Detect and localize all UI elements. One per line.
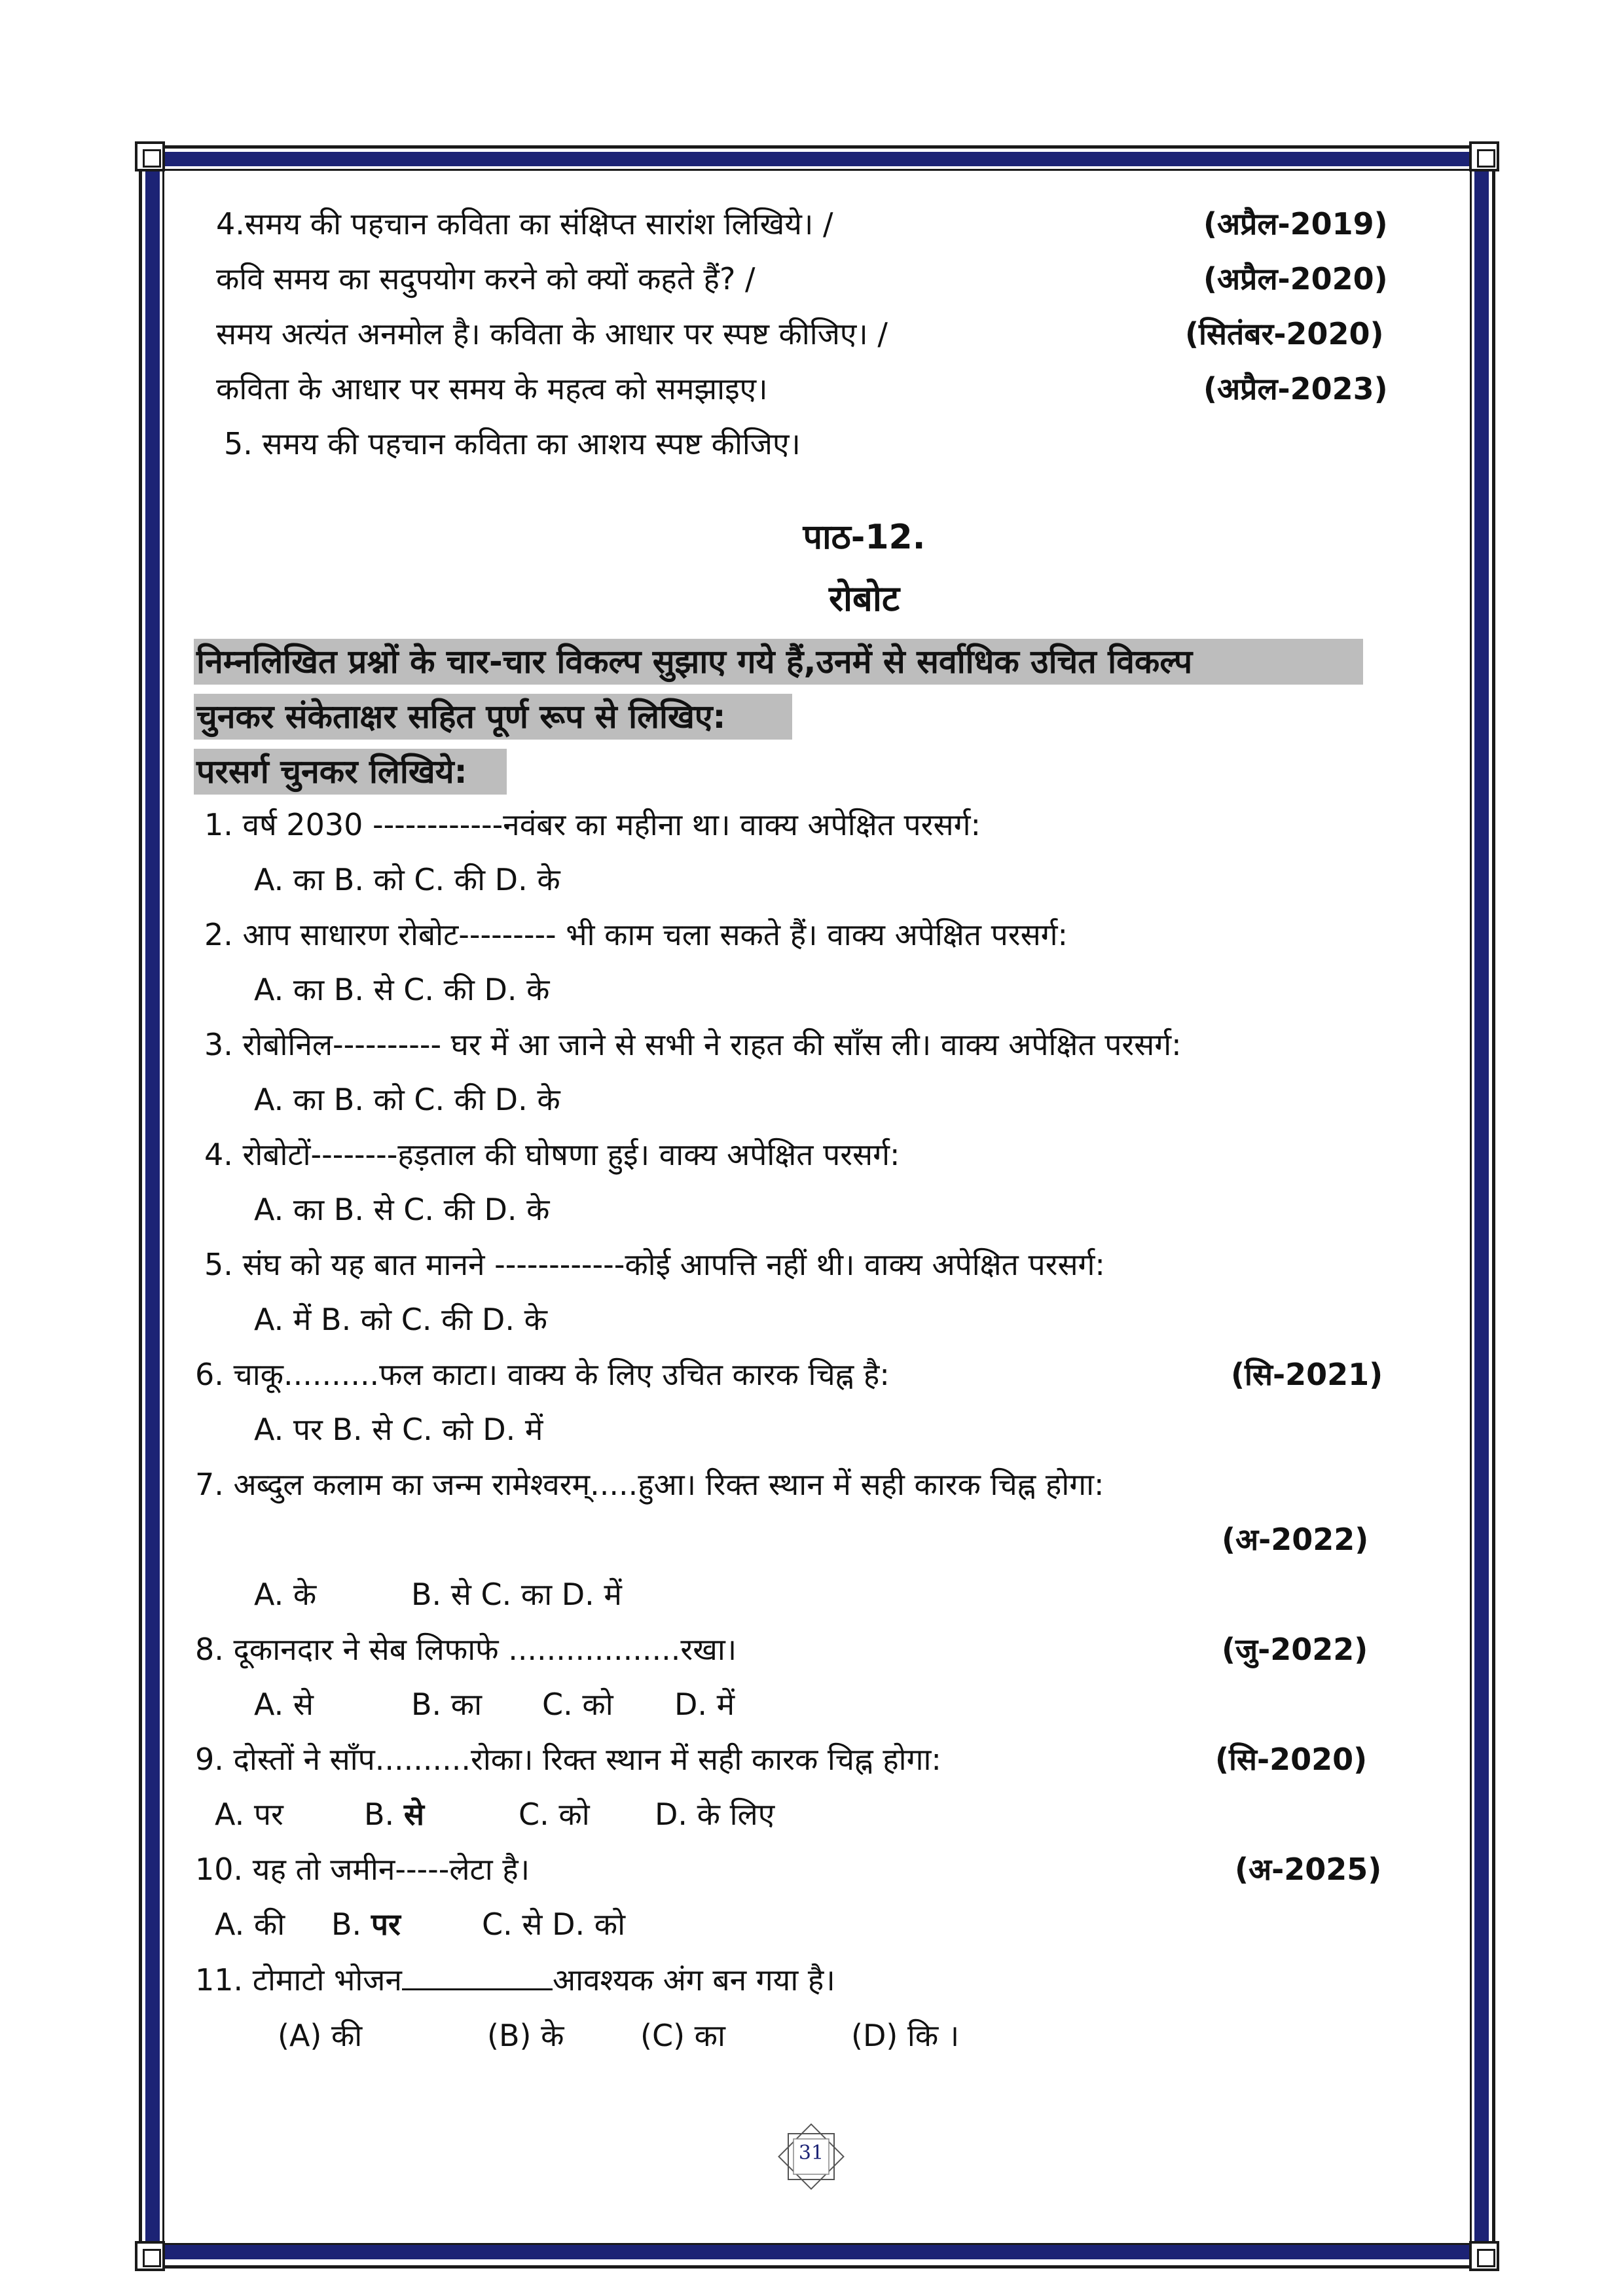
question-4-options: A. का B. से C. की D. के <box>254 1192 550 1227</box>
question-5-options: A. में B. को C. की D. के <box>254 1302 547 1337</box>
question-7: 7. अब्दुल कलाम का जन्म रामेश्वरम्.....हुआ। रिक्त स्थान में सही कारक चिह्न होगा: <box>195 1467 1104 1502</box>
question-3: 3. रोबोनिल---------- घर में आ जाने से सभी ने राहत की साँस ली। वाक्य अपेक्षित परसर्ग: <box>204 1027 1182 1062</box>
question-3-options: A. का B. को C. की D. के <box>254 1082 560 1117</box>
q4-line-1: 4.समय की पहचान कविता का संक्षिप्त सारांश लिखिये। / <box>216 206 833 242</box>
question-9-option-b <box>364 1795 424 1834</box>
question-9-option-a: A. पर <box>215 1797 283 1832</box>
question-8-option-b: B. का <box>411 1687 483 1722</box>
question-8-tag: (जु-2022) <box>1222 1632 1368 1667</box>
question-9-option-c: C. को <box>519 1797 590 1832</box>
page-number: 31 <box>798 2142 824 2164</box>
lesson-number: पाठ-12. <box>803 518 926 557</box>
q4-line-2: कवि समय का सदुपयोग करने को क्यों कहते हैं? / <box>216 261 756 296</box>
q4-tag-3: (सितंबर-2020) <box>1185 316 1384 351</box>
question-11-option-a: (A) की <box>278 2018 363 2053</box>
question-10-option-b <box>331 1905 401 1944</box>
question-6: 6. चाकू..........फल काटा। वाक्य के लिए उचित कारक चिह्न है: <box>195 1357 890 1392</box>
instruction-line-2: चुनकर संकेताक्षर सहित पूर्ण रूप से लिखिए: <box>194 694 792 740</box>
question-4: 4. रोबोटों--------हड़ताल की घोषणा हुई। वाक्य अपेक्षित परसर्ग: <box>204 1137 900 1172</box>
q4-line-4: कविता के आधार पर समय के महत्व को समझाइए। <box>216 371 768 406</box>
question-8-option-d: D. में <box>674 1687 735 1722</box>
question-11-text-before: 11. टोमाटो भोजन <box>195 1962 402 1998</box>
lesson-title: रोबोट <box>828 578 900 619</box>
question-11-option-b: (B) के <box>487 2018 564 2053</box>
question-11-option-c: (C) का <box>640 2018 725 2053</box>
question-7-options-rest: B. से C. का D. में <box>411 1577 622 1612</box>
q5-line: 5. समय की पहचान कविता का आशय स्पष्ट कीजिए। <box>224 426 801 461</box>
question-5: 5. संघ को यह बात मानने ------------कोई आपत्ति नहीं थी। वाक्य अपेक्षित परसर्ग: <box>204 1247 1105 1282</box>
q4-tag-4: (अप्रैल-2023) <box>1203 371 1388 406</box>
question-2: 2. आप साधारण रोबोट--------- भी काम चला सकते हैं। वाक्य अपेक्षित परसर्ग: <box>204 917 1068 952</box>
question-10-option-b-label: B. <box>331 1907 362 1942</box>
question-9-option-b-word: से <box>403 1797 424 1832</box>
question-10: 10. यह तो जमीन-----लेटा है। <box>195 1852 530 1887</box>
question-1-options: A. का B. को C. की D. के <box>254 862 560 897</box>
q4-tag-1: (अप्रैल-2019) <box>1203 206 1388 242</box>
question-9-option-d: D. के लिए <box>655 1797 775 1832</box>
question-11-text-after: आवश्यक अंग बन गया है। <box>552 1962 835 1998</box>
question-9-tag: (सि-2020) <box>1215 1742 1368 1777</box>
question-7-option-a: A. के <box>254 1577 317 1612</box>
question-7-tag: (अ-2022) <box>1222 1522 1369 1557</box>
question-2-options: A. का B. से C. की D. के <box>254 972 550 1007</box>
instruction-line-3: परसर्ग चुनकर लिखिये: <box>194 749 507 795</box>
question-11 <box>195 1960 835 2000</box>
question-8: 8. दूकानदार ने सेब लिफाफे ..................रखा। <box>195 1632 737 1667</box>
question-10-option-a: A. की <box>215 1907 285 1942</box>
page-number-emblem <box>773 2118 850 2195</box>
question-1: 1. वर्ष 2030 ------------नवंबर का महीना था। वाक्य अपेक्षित परसर्ग: <box>204 807 981 842</box>
question-9: 9. दोस्तों ने साँप..........रोका। रिक्त स्थान में सही कारक चिह्न होगा: <box>195 1742 941 1777</box>
q4-line-3: समय अत्यंत अनमोल है। कविता के आधार पर स्पष्ट कीजिए। / <box>216 316 888 351</box>
question-6-tag: (सि-2021) <box>1231 1357 1383 1392</box>
question-10-tag: (अ-2025) <box>1235 1852 1382 1887</box>
question-11-blank <box>402 1960 553 1990</box>
question-10-options-cd: C. से D. को <box>482 1907 625 1942</box>
instruction-line-1: निम्नलिखित प्रश्नों के चार-चार विकल्प सुझाए गये हैं,उनमें से सर्वाधिक उचित विकल्प <box>194 639 1363 685</box>
question-9-option-b-label: B. <box>364 1797 395 1832</box>
q4-tag-2: (अप्रैल-2020) <box>1203 261 1388 296</box>
question-6-options: A. पर B. से C. को D. में <box>254 1412 543 1447</box>
question-8-option-c: C. को <box>542 1687 613 1722</box>
question-11-option-d: (D) कि । <box>851 2018 960 2053</box>
question-8-option-a: A. से <box>254 1687 314 1722</box>
question-10-option-b-word: पर <box>371 1907 401 1942</box>
